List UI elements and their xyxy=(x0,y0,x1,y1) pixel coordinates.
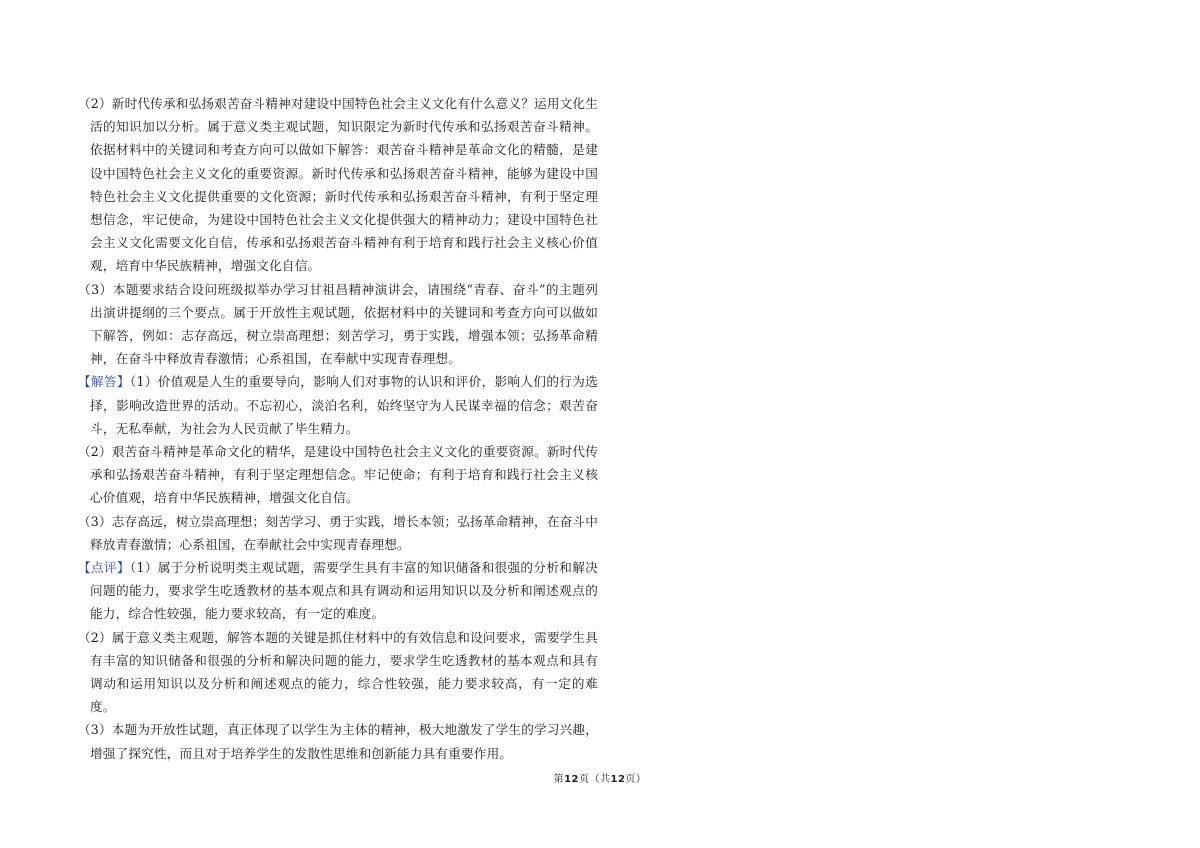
paragraph-text: （3）志存高远，树立崇高理想；刻苦学习、勇于实践，增长本领；弘扬革命精神，在奋斗中释放青春激情；心系祖国，在奉献社会中实现青春理想。 xyxy=(78,513,598,552)
footer-prefix: 第 xyxy=(553,774,565,785)
paragraph-text: （1）属于分析说明类主观试题，需要学生具有丰富的知识储备和很强的分析和解决问题的能力，要求学生吃透教材的基本观点和具有调动和运用知识以及分析和阐述观点的能力，综合性较强，能力要求较高，有一定的难度。 xyxy=(90,560,598,622)
paragraph-text: （3）本题要求结合设问班级拟举办学习甘祖昌精神演讲会，请围绕“青春、奋斗”的主题列出演讲提纲的三个要点。属于开放性主观试题，依据材料中的关键词和考查方向可以做如下解答，例如：志存高远，树立崇高理想；刻苦学习，勇于实践，增强本领；弘扬革命精神，在奋斗中释放青春激情；心系祖国，在奉献中实现青春理想。 xyxy=(78,281,598,367)
paragraph-text: （2）新时代传承和弘扬艰苦奋斗精神对建设中国特色社会主义文化有什么意义？运用文化生活的知识加以分析。属于意义类主观试题，知识限定为新时代传承和弘扬艰苦奋斗精神。依据材料中的关键词和考查方向可以做如下解答：艰苦奋斗精神是革命文化的精髓，是建设中国特色社会主义文化的重要资源。新时代传承和弘扬艰苦奋斗精神，能够为建设中国特色社会主义文化提供重要的文化资源；新时代传承和弘扬艰苦奋斗精神，有利于坚定理想信念，牢记使命，为建设中国特色社会主义文化提供强大的精神动力；建设中国特色社会主义文化需要文化自信，传承和弘扬艰苦奋斗精神有利于培育和践行社会主义核心价值观，培育中华民族精神，增强文化自信。 xyxy=(78,96,598,274)
answer-analysis-content xyxy=(78,92,598,765)
answer-tag: 【解答】 xyxy=(78,374,130,390)
footer-suffix: 页） xyxy=(625,774,647,785)
analysis-paragraph-2 xyxy=(78,92,598,278)
analysis-paragraph-3 xyxy=(78,278,598,371)
current-page-number: 12 xyxy=(564,774,579,785)
comment-paragraph-2 xyxy=(78,626,598,719)
paragraph-text: （2）属于意义类主观题，解答本题的关键是抓住材料中的有效信息和设问要求，需要学生具有丰富的知识储备和很强的分析和解决问题的能力，要求学生吃透教材的基本观点和具有调动和运用知识以及分析和阐述观点的能力，综合性较强，能力要求较高，有一定的难度。 xyxy=(78,629,598,715)
comment-paragraph-1 xyxy=(78,556,598,626)
paragraph-text: （2）艰苦奋斗精神是革命文化的精华，是建设中国特色社会主义文化的重要资源。新时代传承和弘扬艰苦奋斗精神，有利于坚定理想信念。牢记使命；有利于培育和践行社会主义核心价值观，培育中华民族精神，增强文化自信。 xyxy=(78,444,598,506)
page-footer xyxy=(0,770,1200,785)
total-page-number: 12 xyxy=(610,774,626,785)
paragraph-text: （3）本题为开放性试题，真正体现了以学生为主体的精神，极大地激发了学生的学习兴趣，增强了探究性，而且对于培养学生的发散性思维和创新能力具有重要作用。 xyxy=(78,722,598,761)
comment-tag: 【点评】 xyxy=(78,560,130,576)
comment-paragraph-3 xyxy=(78,718,598,764)
paragraph-text: （1）价值观是人生的重要导向，影响人们对事物的认识和评价，影响人们的行为选择，影响改造世界的活动。不忘初心，淡泊名利，始终坚守为人民谋幸福的信念；艰苦奋斗，无私奉献，为社会为人民贡献了毕生精力。 xyxy=(90,374,598,436)
answer-paragraph-3 xyxy=(78,510,598,556)
answer-paragraph-2 xyxy=(78,440,598,510)
answer-paragraph-1 xyxy=(78,370,598,440)
footer-middle: 页（共 xyxy=(579,774,611,785)
